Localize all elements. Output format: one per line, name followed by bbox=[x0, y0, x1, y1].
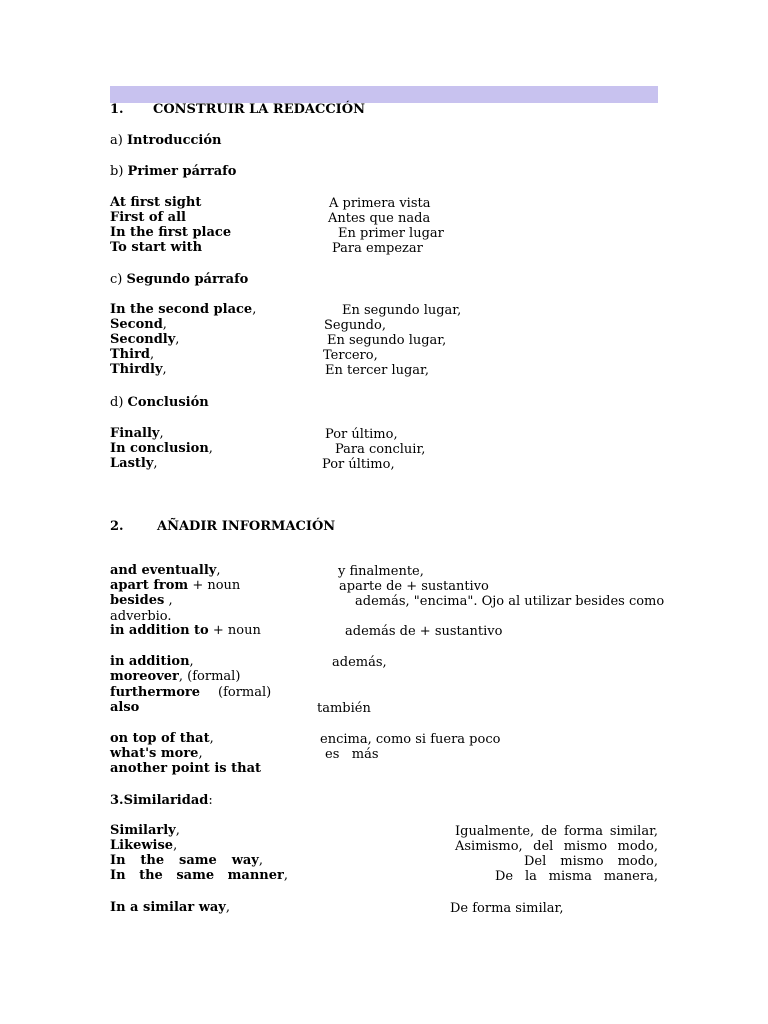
phrase-es: Del mismo modo, bbox=[524, 854, 658, 869]
subheading-letter: d) bbox=[110, 395, 124, 410]
phrase-es: A primera vista bbox=[329, 196, 431, 211]
subheading bbox=[110, 133, 221, 148]
phrase-es: y finalmente, bbox=[338, 564, 424, 579]
phrase-es: En primer lugar bbox=[338, 226, 444, 241]
phrase-es: De la misma manera, bbox=[495, 869, 658, 884]
phrase-es: Segundo, bbox=[324, 318, 386, 333]
phrase-en: In the first place bbox=[110, 225, 232, 240]
phrase-es: Para concluir, bbox=[335, 442, 426, 457]
section-number: 2. bbox=[110, 519, 124, 534]
subheading bbox=[110, 272, 248, 287]
subheading-letter: b) bbox=[110, 164, 124, 179]
phrase-es: aparte de + sustantivo bbox=[339, 579, 489, 594]
phrase-en: In the same way, bbox=[110, 853, 263, 868]
phrase-en: Second, bbox=[110, 317, 167, 332]
heading-highlight-band bbox=[110, 86, 658, 103]
phrase-es: además, bbox=[332, 655, 387, 670]
phrase-en: In the second place, bbox=[110, 302, 257, 317]
subheading bbox=[110, 395, 209, 410]
phrase-en: In the same manner, bbox=[110, 868, 288, 883]
phrase-en: To start with bbox=[110, 240, 203, 255]
phrase-en: also bbox=[110, 700, 140, 715]
phrase-es-continuation: adverbio. bbox=[110, 609, 172, 624]
subheading-label: Introducción bbox=[126, 133, 222, 148]
section-title: AÑADIR INFORMACIÓN bbox=[157, 519, 336, 534]
subheading-letter: c) bbox=[110, 272, 123, 287]
phrase-es: también bbox=[317, 701, 371, 716]
phrase-en: Similarly, bbox=[110, 823, 180, 838]
phrase-en: Finally, bbox=[110, 426, 164, 441]
phrase-es: De forma similar, bbox=[450, 901, 564, 916]
phrase-en: and eventually, bbox=[110, 563, 221, 578]
section-title: 3.Similaridad: bbox=[110, 793, 213, 808]
phrase-es: Tercero, bbox=[323, 348, 378, 363]
phrase-es: Antes que nada bbox=[328, 211, 431, 226]
phrase-en: in addition, bbox=[110, 654, 194, 669]
phrase-es: En tercer lugar, bbox=[325, 363, 429, 378]
section-title: CONSTRUIR LA REDACCIÓN bbox=[153, 102, 365, 117]
section-number: 1. bbox=[110, 102, 124, 117]
phrase-en: Third, bbox=[110, 347, 155, 362]
phrase-en: Lastly, bbox=[110, 456, 158, 471]
phrase-es: Por último, bbox=[322, 457, 395, 472]
phrase-es: Por último, bbox=[325, 427, 398, 442]
phrase-en: Secondly, bbox=[110, 332, 180, 347]
phrase-en: what's more, bbox=[110, 746, 203, 761]
phrase-en: In conclusion, bbox=[110, 441, 213, 456]
subheading-letter: a) bbox=[110, 133, 123, 148]
phrase-en: in addition to + noun bbox=[110, 623, 261, 638]
phrase-en: In a similar way, bbox=[110, 900, 231, 915]
phrase-es: es más bbox=[325, 747, 379, 762]
phrase-en: Thirdly, bbox=[110, 362, 167, 377]
phrase-en: moreover, (formal) bbox=[110, 669, 241, 684]
phrase-en: First of all bbox=[110, 210, 186, 225]
subheading bbox=[110, 164, 236, 179]
subheading-label: Conclusión bbox=[127, 395, 209, 410]
phrase-en: on top of that, bbox=[110, 731, 214, 746]
subheading-label: Primer párrafo bbox=[127, 164, 237, 179]
phrase-es: encima, como si fuera poco bbox=[320, 732, 501, 747]
phrase-en: Likewise, bbox=[110, 838, 178, 853]
subheading-label: Segundo párrafo bbox=[126, 272, 249, 287]
phrase-es: además de + sustantivo bbox=[345, 624, 503, 639]
phrase-en: another point is that bbox=[110, 761, 261, 776]
phrase-note: (formal) bbox=[218, 685, 272, 700]
phrase-en: furthermore bbox=[110, 685, 201, 700]
phrase-es: Para empezar bbox=[332, 241, 423, 256]
phrase-en: At first sight bbox=[110, 195, 202, 210]
phrase-es: Igualmente, de forma similar, bbox=[455, 824, 658, 839]
phrase-en: besides , bbox=[110, 593, 173, 608]
phrase-es: En segundo lugar, bbox=[327, 333, 447, 348]
phrase-en: apart from + noun bbox=[110, 578, 241, 593]
phrase-es: En segundo lugar, bbox=[342, 303, 462, 318]
phrase-es: además, "encima". Ojo al utilizar besides como bbox=[355, 594, 665, 609]
phrase-es: Asimismo, del mismo modo, bbox=[455, 839, 658, 854]
